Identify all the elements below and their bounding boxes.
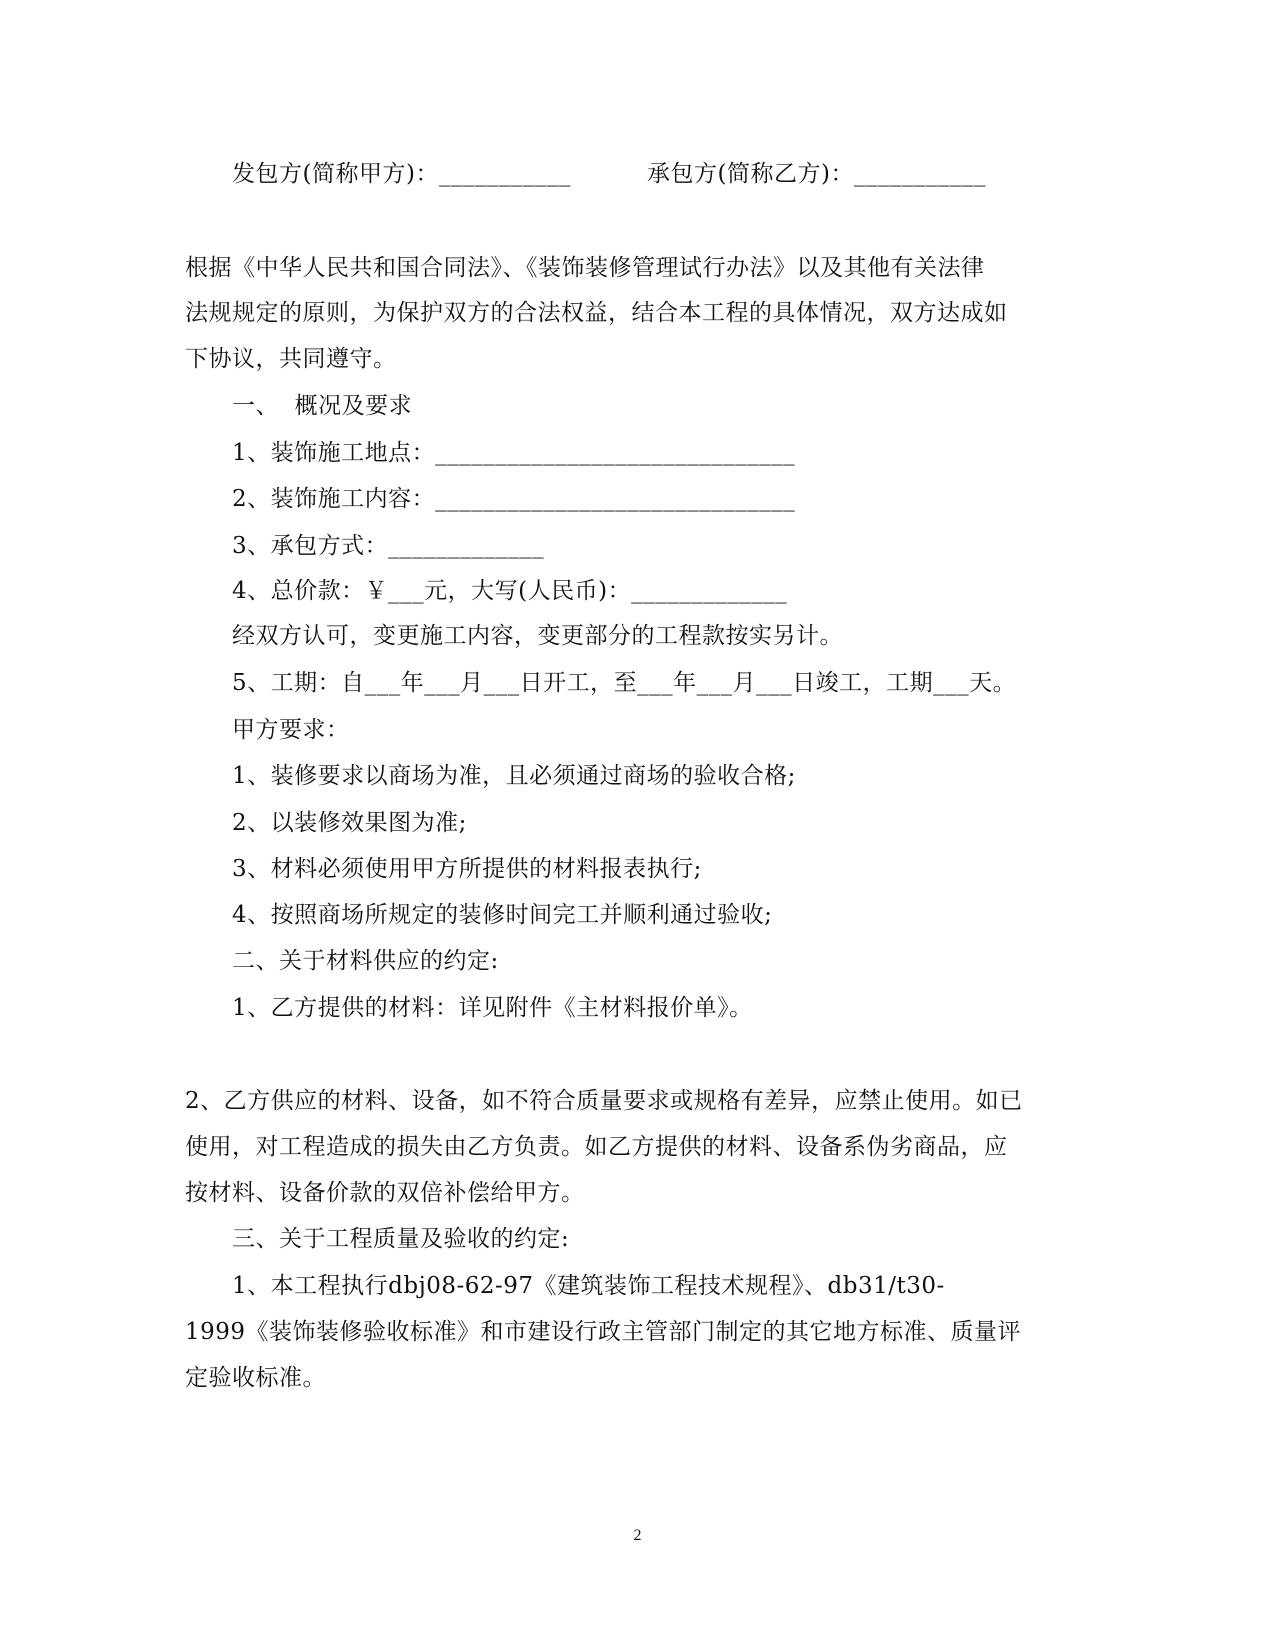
requirement-2: 2、以装修效果图为准; (232, 810, 467, 836)
section-2-item-2-line-1: 2、乙方供应的材料、设备，如不符合质量要求或规格有差异，应禁止使用。如已 (185, 1088, 1023, 1114)
section-2-item-1: 1、乙方提供的材料：详见附件《主材料报价单》。 (232, 995, 753, 1021)
section-1-item-period: 5、工期：自___年___月___日开工，至___年___月___日竣工，工期___天。 (232, 670, 1017, 696)
section-3-item-1-line-1: 1、本工程执行dbj08-62-97《建筑装饰工程技术规程》、db31/t30- (232, 1273, 945, 1299)
intro-line-3: 下协议，共同遵守。 (185, 346, 397, 372)
party-b-line: 承包方(简称乙方)：___________ (647, 161, 986, 187)
section-3-heading: 三、关于工程质量及验收的约定: (232, 1226, 570, 1252)
section-2-heading: 二、关于材料供应的约定: (232, 948, 499, 974)
section-1-heading: 一、 概况及要求 (232, 393, 413, 419)
requirement-4: 4、按照商场所规定的装修时间完工并顺利通过验收; (232, 902, 773, 928)
section-1-item-content: 2、装饰施工内容：______________________________ (232, 486, 796, 512)
party-a-line: 发包方(简称甲方)：___________ (232, 161, 571, 187)
page-number: 2 (633, 1527, 642, 1544)
intro-line-2: 法规规定的原则，为保护双方的合法权益，结合本工程的具体情况，双方达成如 (185, 300, 1008, 326)
section-1-note: 经双方认可，变更施工内容，变更部分的工程款按实另计。 (232, 623, 843, 649)
section-1-item-method: 3、承包方式：_____________ (232, 533, 545, 559)
party-a-requirements-heading: 甲方要求： (232, 717, 350, 743)
section-2-item-2-line-3: 按材料、设备价款的双倍补偿给甲方。 (185, 1180, 585, 1206)
intro-line-1: 根据《中华人民共和国合同法》、《装饰装修管理试行办法》以及其他有关法律 (185, 255, 985, 281)
section-3-item-1-line-2: 1999《装饰装修验收标准》和市建设行政主管部门制定的其它地方标准、质量评 (185, 1319, 1022, 1345)
section-3-item-1-line-3: 定验收标准。 (185, 1365, 326, 1391)
section-1-item-price: 4、总价款：￥___元，大写(人民币)：_____________ (232, 578, 788, 604)
requirement-3: 3、材料必须使用甲方所提供的材料报表执行; (232, 856, 702, 882)
section-1-item-location: 1、装饰施工地点：______________________________ (232, 440, 796, 466)
section-2-item-2-line-2: 使用，对工程造成的损失由乙方负责。如乙方提供的材料、设备系伪劣商品，应 (185, 1134, 1008, 1160)
requirement-1: 1、装修要求以商场为准，且必须通过商场的验收合格; (232, 763, 796, 789)
